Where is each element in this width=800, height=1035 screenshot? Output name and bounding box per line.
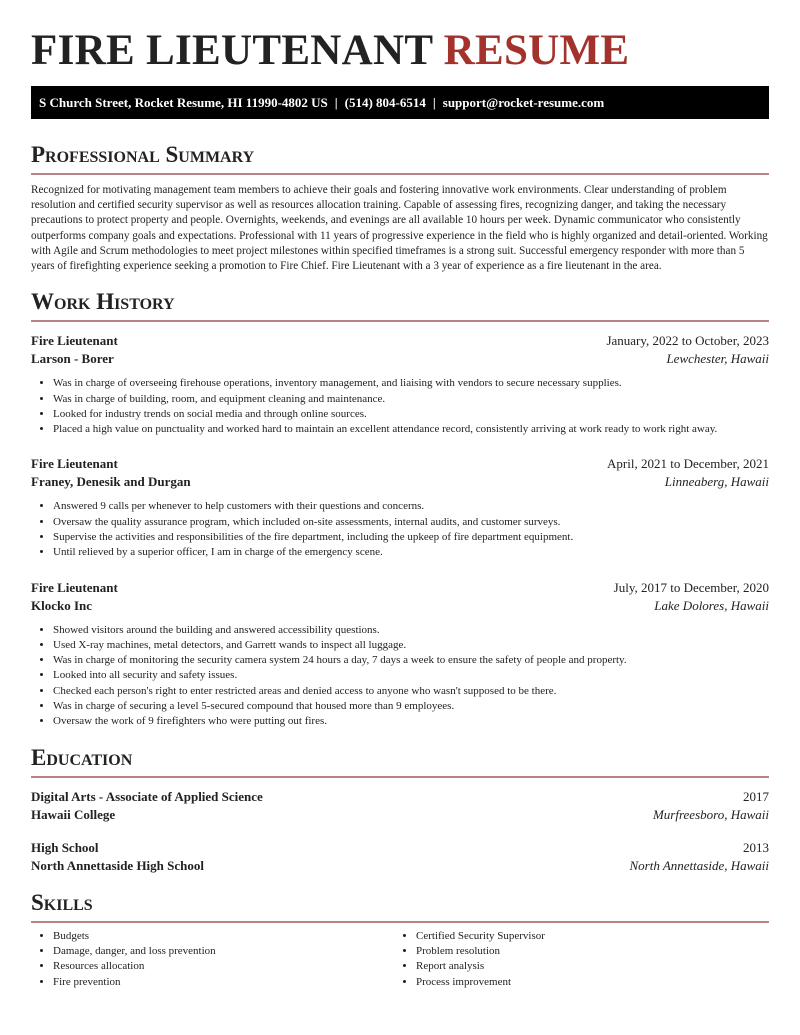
contact-bar — [31, 86, 769, 119]
skill-item: • Problem resolution — [416, 944, 757, 959]
education-year: 2013 — [743, 839, 769, 855]
job-location: Linneaberg, Hawaii — [664, 474, 769, 490]
resume-page — [31, 0, 769, 990]
job-dates: January, 2022 to October, 2023 — [606, 333, 769, 349]
job-bullet: • Looked into all security and safety issues. — [53, 668, 769, 683]
education-location: Murfreesboro, Hawaii — [652, 806, 769, 822]
work-history-list — [31, 332, 769, 729]
education-header — [31, 788, 769, 806]
job-bullet: • Supervise the activities and responsibilities of the fire department, including the upkeep of fire department equipment. — [53, 530, 769, 545]
job-bullet: • Placed a high value on punctuality and worked hard to maintain an excellent attendance record, consistently arriving at work ready to work right away. — [53, 422, 769, 437]
job-location: Lake Dolores, Hawaii — [654, 597, 769, 613]
education-header — [31, 839, 769, 857]
skills-column-right — [394, 929, 757, 990]
contact-phone: (514) 804-6514 — [344, 95, 426, 110]
skill-item: • Process improvement — [416, 975, 757, 990]
job-title: Fire Lieutenant — [31, 456, 118, 472]
education-school: Hawaii College — [31, 806, 116, 822]
job-company: Larson - Borer — [31, 351, 114, 367]
education-list — [31, 788, 769, 875]
skill-item: • Resources allocation — [53, 959, 394, 974]
job-bullet: • Checked each person's right to enter restricted areas and denied access to anyone who wasn't supposed to be there. — [53, 684, 769, 699]
job-bullet: • Was in charge of securing a level 5-secured compound that housed more than 9 employees. — [53, 699, 769, 714]
section-heading-education: Education — [31, 744, 133, 770]
job-subheader — [31, 597, 769, 615]
job-title: Fire Lieutenant — [31, 579, 118, 595]
education-degree: Digital Arts - Associate of Applied Science — [31, 788, 263, 804]
section-heading-skills: Skills — [31, 889, 93, 915]
job-bullets — [31, 499, 769, 560]
job-bullet: • Was in charge of monitoring the security camera system 24 hours a day, 7 days a week to ensure the safety of people and property. — [53, 653, 769, 668]
job-bullet: • Until relieved by a superior officer, I am in charge of the emergency scene. — [53, 545, 769, 560]
section-divider — [31, 921, 769, 923]
skill-item: • Report analysis — [416, 959, 757, 974]
job-header — [31, 579, 769, 597]
education-year: 2017 — [743, 788, 769, 804]
education-entry — [31, 788, 769, 824]
separator: | — [334, 95, 338, 110]
skill-item: • Fire prevention — [53, 975, 394, 990]
summary-text: Recognized for motivating management team members to achieve their goals and fostering innovative work environments. Clear understanding of problem resolution and certified security supervisor as well as resources allocation training. Capable of assessing fires, recognizing danger, and taking the necessary precautions to protect property and people. Overnights, weekends, and evenings are all available 10 hours per week. Dynamic communicator who consistently outperforms company goals and expectations. Professional with 11 years of progressive experience in the field who is highly organized and detail-oriented. Working with Agile and Scrum methodologies to meet project milestones within specified timeframes is a strong suit. Successful emergency responder with more than 5 years of firefighting experience seeking a promotion to Fire Chief. Fire Lieutenant with a 3 year of experience as a fire lieutenant in the area. — [31, 184, 768, 273]
education-subheader — [31, 857, 769, 875]
skills-list — [31, 929, 769, 990]
section-divider — [31, 173, 769, 175]
separator: | — [432, 95, 436, 110]
job-dates: April, 2021 to December, 2021 — [607, 456, 769, 472]
job-header — [31, 332, 769, 350]
section-heading-work: Work History — [31, 289, 175, 315]
job-entry — [31, 579, 769, 730]
title-accent: RESUME — [443, 27, 630, 74]
job-bullet: • Was in charge of building, room, and equipment cleaning and maintenance. — [53, 392, 769, 407]
job-bullet: • Looked for industry trends on social media and through online sources. — [53, 407, 769, 422]
education-entry — [31, 839, 769, 875]
job-header — [31, 455, 769, 473]
job-location: Lewchester, Hawaii — [666, 351, 769, 367]
job-company: Klocko Inc — [31, 597, 93, 613]
education-degree: High School — [31, 839, 99, 855]
section-divider — [31, 320, 769, 322]
job-bullet: • Was in charge of overseeing firehouse operations, inventory management, and liaising with vendors to secure necessary supplies. — [53, 376, 769, 391]
job-company: Franey, Denesik and Durgan — [31, 474, 191, 490]
job-subheader — [31, 473, 769, 491]
job-bullet: • Oversaw the quality assurance program, which included on-site assessments, internal audits, and customer surveys. — [53, 515, 769, 530]
job-subheader — [31, 350, 769, 368]
contact-email: support@rocket-resume.com — [442, 95, 605, 110]
job-entry — [31, 455, 769, 560]
job-bullets — [31, 623, 769, 730]
skill-item: • Budgets — [53, 929, 394, 944]
title-main: FIRE LIEUTENANT — [31, 27, 433, 74]
section-divider — [31, 776, 769, 778]
job-bullets — [31, 376, 769, 437]
skills-column-left — [31, 929, 394, 990]
skill-item: • Damage, danger, and loss prevention — [53, 944, 394, 959]
education-location: North Annettaside, Hawaii — [629, 857, 769, 873]
skill-item: • Certified Security Supervisor — [416, 929, 757, 944]
job-bullet: • Answered 9 calls per whenever to help customers with their questions and concerns. — [53, 499, 769, 514]
section-heading-summary: Professional Summary — [31, 142, 255, 167]
resume-title — [31, 28, 769, 74]
job-bullet: • Showed visitors around the building and answered accessibility questions. — [53, 623, 769, 638]
education-school: North Annettaside High School — [31, 857, 204, 873]
job-entry — [31, 332, 769, 437]
education-subheader — [31, 806, 769, 824]
job-bullet: • Used X-ray machines, metal detectors, and Garrett wands to inspect all luggage. — [53, 638, 769, 653]
job-bullet: • Oversaw the work of 9 firefighters who were putting out fires. — [53, 714, 769, 729]
job-dates: July, 2017 to December, 2020 — [613, 579, 769, 595]
contact-address: S Church Street, Rocket Resume, HI 11990-4802 US — [39, 95, 328, 110]
job-title: Fire Lieutenant — [31, 333, 118, 349]
